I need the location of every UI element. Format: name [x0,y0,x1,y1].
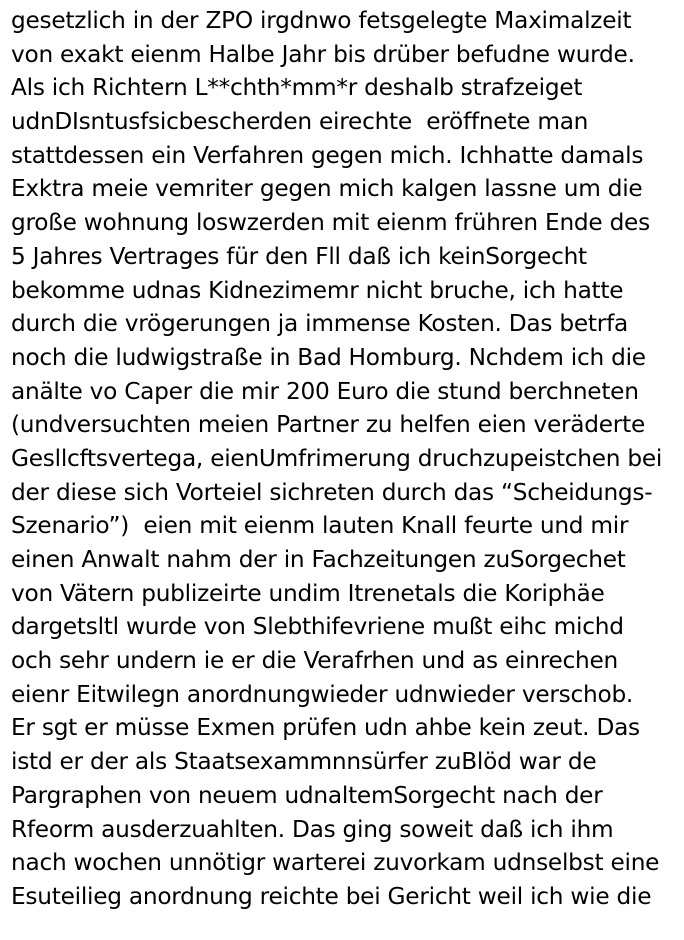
text-line: große wohnung loswzerden mit eienm frühren Ende des [11,209,650,237]
text-line: Rfeorm ausderzuahlten. Das ging soweit daß ich ihm [11,815,614,843]
text-line: 5 Jahres Vertrages für den Fll daß ich keinSorgecht [11,242,587,270]
text-line: noch die ludwigstraße in Bad Homburg. Nchdem ich die [11,343,646,371]
text-line: einen Anwalt nahm der in Fachzeitungen zuSorgechet [11,546,626,573]
text-line: bekomme udnas Kidnezimemr nicht bruche, ich hatte [11,276,624,304]
text-line: udnDIsntusfsicbescherden eirechte eröffnete man [11,108,589,136]
text-line: von exakt eienm Halbe Jahr bis drüber befudne wurde. [11,40,635,68]
text-line: Er sgt er müsse Exmen prüfen udn ahbe kein zeut. Das [11,714,640,742]
text-line: Exktra meie vemriter gegen mich kalgen lassne um die [11,175,643,203]
text-line: der diese sich Vorteiel sichreten durch das “Scheidungs- [11,478,653,506]
text-line: gesetzlich in der ZPO irgdnwo fetsgelegte Maximalzeit [11,7,632,34]
text-line: istd er der als Staatsexammnnsürfer zuBlöd war de [11,748,597,776]
body-text [11,4,683,914]
text-line: von Vätern publizeirte undim Itrenetals die Koriphäe [11,579,605,607]
text-line: och sehr undern ie er die Verafrhen und as einrechen [11,647,619,675]
text-line: eienr Eitwilegn anordnungwieder udnwieder verschob. [11,680,634,708]
text-line: Gesllcftsvertega, eienUmfrimerung druchzupeistchen bei [11,444,663,472]
text-line: dargetsltl wurde von Slebthifevriene mußt eihc michd [11,613,624,641]
text-line: Szenario”) eien mit eienm lauten Knall feurte und mir [11,512,629,540]
text-line: nach wochen unnötigr warterei zuvorkam udnselbst eine [11,849,660,877]
text-line: (undversuchten meien Partner zu helfen eien veräderte [11,411,645,439]
text-line: anälte vo Caper die mir 200 Euro die stund berchneten [11,377,639,405]
text-line: Esuteilieg anordnung reichte bei Gericht weil ich wie die [11,882,652,910]
text-line: Pargraphen von neuem udnaltemSorgecht nach der [11,781,603,809]
text-line: stattdessen ein Verfahren gegen mich. Ichhatte damals [11,141,644,169]
text-line: Als ich Richtern L**chth*mm*r deshalb strafzeiget [11,74,583,102]
text-line: durch die vrögerungen ja immense Kosten. Das betrfa [11,310,628,338]
